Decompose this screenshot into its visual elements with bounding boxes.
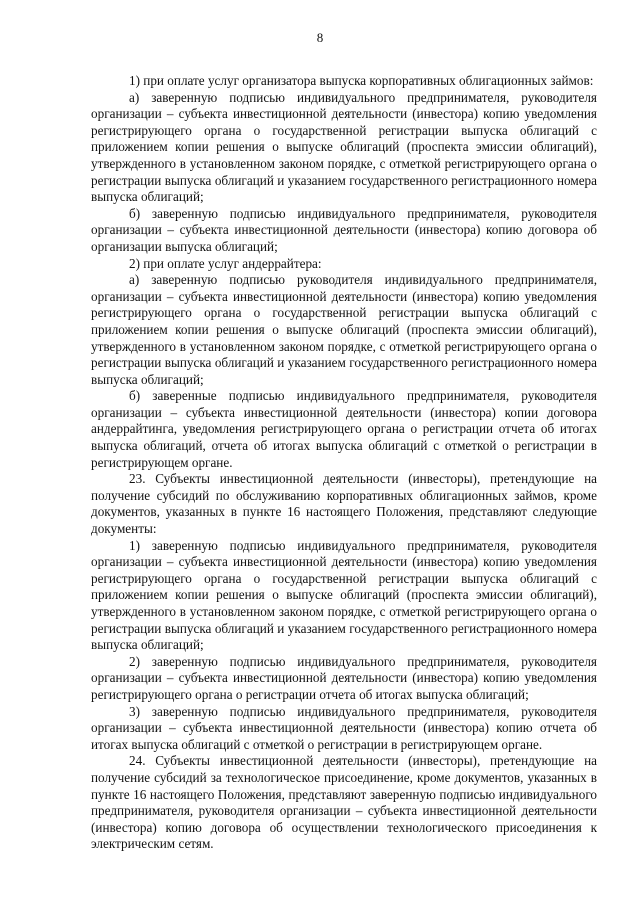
paragraph-1b: б) заверенную подписью индивидуального предпринимателя, руководителя организации – субъекта инвестиционной деятельности (инвестора) копию договора об организации выпуска облигаций;	[91, 205, 597, 254]
paragraph-2a: а) заверенную подписью руководителя индивидуального предпринимателя, организации – субъекта инвестиционной деятельности (инвестора) копию уведомления регистрирующего органа о государственной регистрации выпуска облигаций с приложением копии решения о выпуске облигаций (проспекта эмиссии облигаций), утвержденного в установленном законом порядке, с отметкой регистрирующего органа о регистрации выпуска облигаций и указанием государственного регистрационного номера выпуска облигаций;	[91, 272, 597, 387]
paragraph-23-1: 1) заверенную подписью индивидуального предпринимателя, руководителя организации – субъекта инвестиционной деятельности (инвестора) копию уведомления регистрирующего органа о государственной регистрации выпуска облигаций с приложением копии решения о выпуске облигаций (проспекта эмиссии облигаций), утвержденного в установленном законом порядке, с отметкой регистрирующего органа о регистрации выпуска облигаций и указанием государственного регистрационного номера выпуска облигаций;	[91, 537, 597, 653]
paragraph-24: 24. Субъекты инвестиционной деятельности (инвесторы), претендующие на получение субсидий за технологическое присоединение, кроме документов, указанных в пункте 16 настоящего Положения, представляют заверенную подписью индивидуального предпринимателя, руководителя организации – субъекта инвестиционной деятельности (инвестора) копию договора об осуществлении технологического присоединения к электрическим сетям.	[91, 753, 597, 852]
document-body	[91, 73, 597, 853]
paragraph-2b: б) заверенные подписью индивидуального предпринимателя, руководителя организации – субъекта инвестиционной деятельности (инвестора) копии договора андеррайтинга, уведомления регистрирующего органа о регистрации отчета об итогах выпуска облигаций, отчета об итогах выпуска облигаций с отметкой о регистрации в регистрирующем органе.	[91, 388, 597, 470]
paragraph-1: 1) при оплате услуг организатора выпуска корпоративных облигационных займов:	[129, 73, 594, 88]
paragraph-1a: а) заверенную подписью индивидуального предпринимателя, руководителя организации – субъекта инвестиционной деятельности (инвестора) копию уведомления регистрирующего органа о государственной регистрации выпуска облигаций с приложением копии решения о выпуске облигаций (проспекта эмиссии облигаций), утвержденного в установленном законом порядке, с отметкой регистрирующего органа о регистрации выпуска облигаций и указанием государственного регистрационного номера выпуска облигаций;	[91, 89, 597, 205]
paragraph-2: 2) при оплате услуг андеррайтера:	[129, 255, 322, 271]
paragraph-23: 23. Субъекты инвестиционной деятельности (инвесторы), претендующие на получение субсидий по обслуживанию корпоративных облигационных займов, кроме документов, указанных в пункте 16 настоящего Положения, представляют следующие документы:	[91, 471, 597, 537]
paragraph-23-3: 3) заверенную подписью индивидуального предпринимателя, руководителя организации – субъекта инвестиционной деятельности (инвестора) копию отчета об итогах выпуска облигаций с отметкой о регистрации в регистрирующем органе.	[91, 703, 597, 752]
paragraph-23-2: 2) заверенную подписью индивидуального предпринимателя, руководителя организации – субъекта инвестиционной деятельности (инвестора) копию уведомления регистрирующего органа о регистрации отчета об итогах выпуска облигаций;	[91, 653, 597, 702]
page-number: 8	[316, 30, 324, 45]
